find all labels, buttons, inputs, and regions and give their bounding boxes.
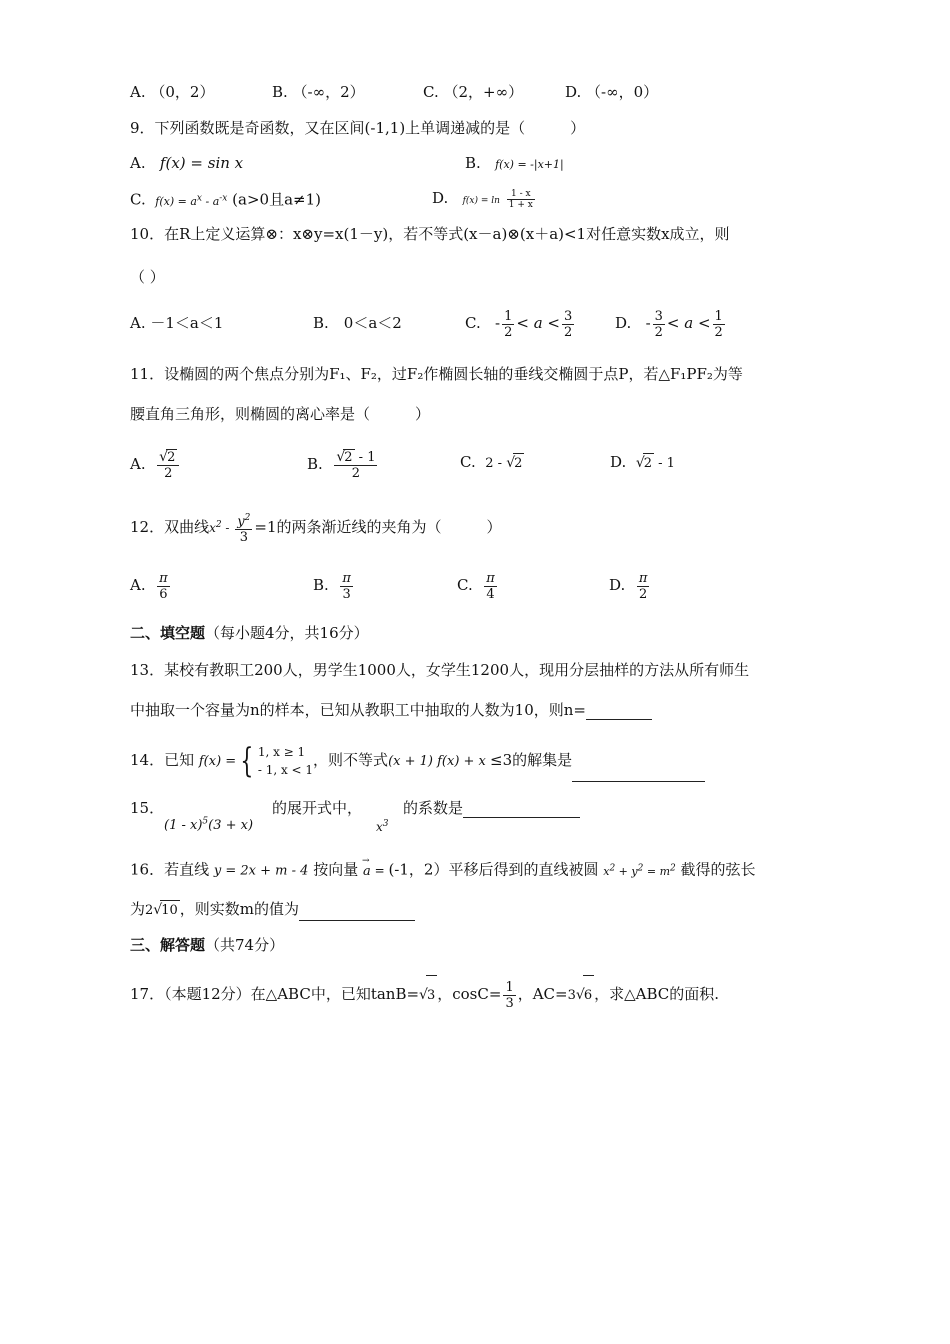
answer-blank (572, 765, 705, 782)
q12-suffix: =1的两条渐近线的夹角为（ ） (254, 518, 502, 536)
q15 (130, 798, 164, 818)
q8-option-a: A. （0，2） (130, 83, 215, 101)
q8-option-b: B. （-∞，2） (272, 83, 365, 101)
q10-stem: 10．在R上定义运算⊗：x⊗y=x(1－y)，若不等式(x－a)⊗(x＋a)<1对任意实数x成立，则 (130, 225, 730, 243)
q16-prefix: 16．若直线 (130, 860, 210, 879)
option-label: C. (130, 190, 146, 209)
vector-a: → a (363, 862, 371, 882)
q13-text: 中抽取一个容量为n的样本，已知从教职工中抽取的人数为10，则n= (130, 701, 586, 719)
q11-option-d: D. √2 - 1 (610, 452, 675, 474)
q9-option-b (465, 153, 564, 175)
option-label: D. (609, 576, 626, 594)
q9-option-a (130, 153, 243, 173)
fraction: $\frac{y^2}{3}$ (237, 512, 251, 546)
q12-option-b (313, 565, 355, 605)
math-expression: f(x) = ln (462, 196, 500, 206)
q17-ac: ，AC= (517, 985, 568, 1003)
q14-prefix: 14．已知 (130, 751, 195, 769)
q15-expression: (1 - x)$^5$(3 + x) (164, 817, 254, 834)
fraction: $\frac{3}{2}$ (564, 308, 573, 340)
option-label: C. (457, 576, 473, 594)
fraction: $\frac{1}{2}$ (504, 308, 513, 340)
q10-option-d: D. - $\frac{3}{2}$ < a < $\frac{1}{2}$ (615, 308, 723, 340)
q10-option-a: A. －1＜a＜1 (130, 314, 224, 332)
option-label: B. (313, 576, 329, 594)
math-expression: f(x) = sin x (159, 154, 244, 172)
q10-option-c: C. - $\frac{1}{2}$ < a < $\frac{3}{2}$ (465, 308, 573, 340)
q12-option-c (457, 565, 499, 605)
section-note: （共74分） (205, 936, 285, 954)
q11-option-c: C. 2 - √2 (460, 452, 524, 474)
option-label: A. (130, 455, 146, 473)
answer-blank (586, 703, 652, 720)
fraction: $\frac{\pi}{3}$ (342, 570, 351, 602)
q16-mid: 按向量 (313, 860, 359, 879)
q14-suffix: ≤3的解集是 (490, 751, 573, 769)
q15-term: $x^3$ (376, 819, 389, 834)
answer-blank (299, 904, 415, 921)
option-label: D. (610, 453, 627, 471)
q16-line2-prefix: 为 (130, 900, 146, 918)
q16-line1: 16．若直线 y = 2x + m - 4 按向量 → a = (-1，2）平移后得到的直线被圆 $x^2 + y^2 = m^2$ 截得的弦长 (130, 858, 756, 882)
option-label: C. (460, 453, 476, 471)
section-2-heading (130, 623, 369, 643)
q12-stem: 12．双曲线$x^2$ - $\frac{y^2}{3}$ =1的两条渐近线的夹角为（ ） (130, 512, 502, 546)
fraction: $\frac{1 - x}{1 + x}$ (508, 188, 533, 210)
fraction: $\frac{\pi}{4}$ (486, 570, 495, 602)
section-title: 二、填空题 (130, 624, 206, 642)
condition-text: (a>0且a≠1) (232, 190, 321, 209)
fraction: $\frac{\pi}{2}$ (638, 570, 648, 602)
section-3-heading (130, 935, 284, 955)
piecewise-cases: 1, x ≥ 1 - 1, x < 1 (257, 745, 314, 777)
option-label: D. (432, 189, 449, 207)
q16-mid2: (-1，2）平移后得到的直线被圆 (388, 860, 599, 879)
q15-mid: 的展开式中， (272, 799, 363, 817)
q11-stem-line2: 腰直角三角形，则椭圆的离心率是（ ） (130, 405, 431, 423)
option-label: A. (130, 576, 146, 594)
q16-line2-text: ，则实数m的值为 (179, 900, 299, 918)
q13-line2 (130, 700, 652, 720)
q17-prefix: 17．（本题12分）在△ABC中，已知tanB= (130, 985, 420, 1003)
q12-option-a (130, 565, 172, 605)
fraction: $\frac{1}{2}$ (714, 308, 723, 340)
fraction: $\frac{1}{3}$ (505, 979, 514, 1011)
option-label: A. (130, 154, 146, 172)
q9-option-c (130, 188, 321, 212)
q16-suffix: 截得的弦长 (680, 860, 756, 879)
section-title: 三、解答题 (130, 936, 206, 954)
q17-suffix: ，求△ABC的面积. (594, 985, 720, 1003)
option-label: B. (307, 455, 323, 473)
q12-option-d (609, 565, 651, 605)
q11-stem-line1: 11．设椭圆的两个焦点分别为F₁、F₂，过F₂作椭圆长轴的垂线交椭圆于点P，若△F₁PF₂为等 (130, 365, 743, 383)
math-expression: f(x) = -|x+1| (495, 158, 564, 171)
q16-line2: 为2√10 ，则实数m的值为 (130, 899, 415, 921)
math-expression: $f(x) = a^x - a^{-x}$ (155, 193, 228, 208)
q17-cos: ，cosC= (437, 985, 502, 1003)
answer-blank (463, 801, 580, 818)
option-label: C. (465, 314, 481, 332)
q17: 17．（本题12分）在△ABC中，已知tanB=√3 ，cosC= $\frac{1}{3}$ ，AC=3√6 ，求△ABC的面积. (130, 974, 719, 1016)
q14: 14．已知 f(x) = { 1, x ≥ 1 - 1, x < 1 ，则不等式(x + 1) f(x) + x ≤3的解集是 (130, 740, 705, 782)
q15-number: 15． (130, 799, 165, 817)
fraction: $\frac{3}{2}$ (654, 308, 663, 340)
q10-paren: （ ） (130, 268, 165, 286)
q8-option-d: D. （-∞，0） (565, 83, 659, 101)
q14-mid: ，则不等式 (313, 751, 389, 769)
q11-option-b (307, 444, 379, 484)
fraction: $\frac{\pi}{6}$ (159, 570, 168, 602)
option-label: D. (615, 314, 632, 332)
q12-prefix: 12．双曲线 (130, 518, 210, 536)
option-label: B. (465, 154, 481, 172)
q9-stem: 9．下列函数既是奇函数，又在区间(-1,1)上单调递减的是（ ） (130, 119, 586, 137)
section-note: （每小题4分，共16分） (205, 624, 369, 642)
q10-option-b: B. 0＜a＜2 (313, 314, 402, 332)
q15-suffix: 的系数是 (403, 799, 464, 817)
q9-option-d (432, 188, 537, 211)
q15-suffix-line (403, 798, 580, 818)
q11-option-a (130, 444, 181, 484)
fraction: $\frac{√2 - 1}{2}$ (336, 449, 376, 481)
fraction: $\frac{√2}{2}$ (157, 449, 179, 481)
q13-line1: 13．某校有教职工200人，男学生1000人，女学生1200人，现用分层抽样的方法从所有师生 (130, 661, 750, 679)
q8-option-c: C. （2，+∞） (423, 83, 524, 101)
